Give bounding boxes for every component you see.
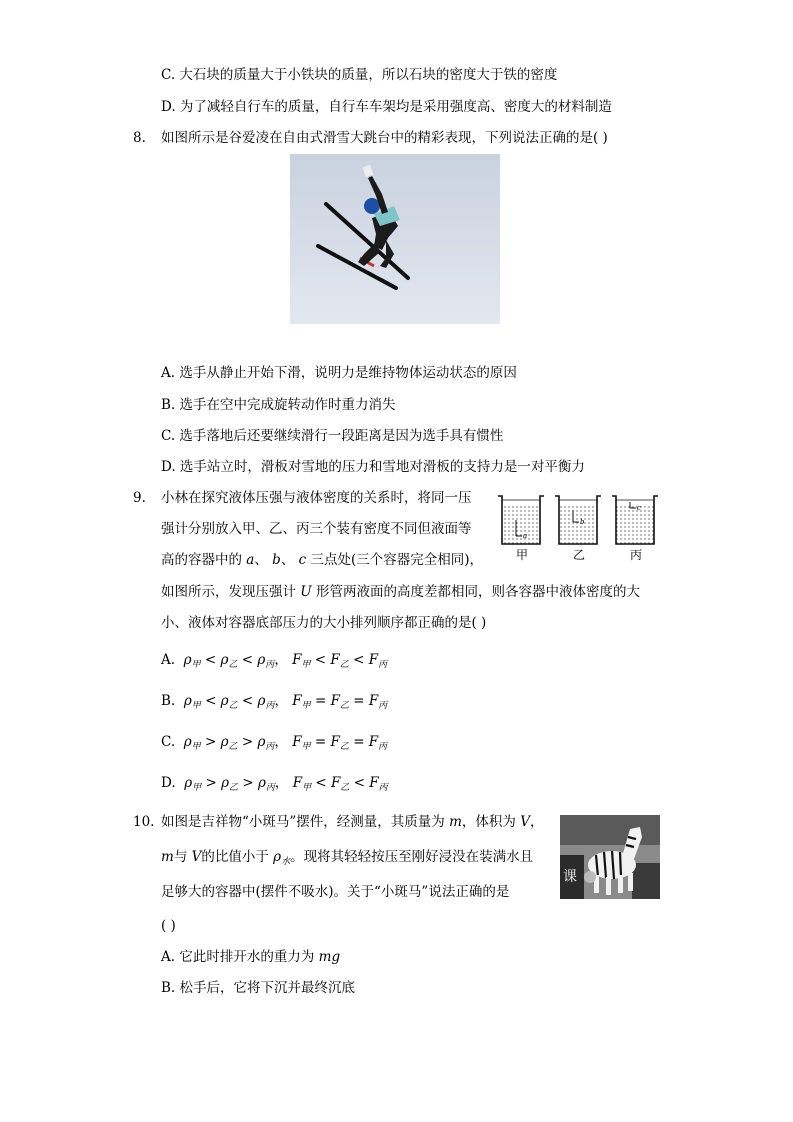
q8-option-c: C. 选手落地后还要继续滑行一段距离是因为选手具有惯性	[161, 428, 504, 444]
svg-text:课: 课	[563, 869, 577, 885]
q9-option-b: B. $\rho_甲 < \rho_乙 < \rho_丙$， $F_甲 = F_乙 = F_丙$	[161, 693, 388, 711]
svg-text:b: b	[580, 518, 585, 526]
q8-option-d: D. 选手站立时，滑板对雪地的压力和雪地对滑板的支持力是一对平衡力	[161, 459, 585, 475]
beaker-jia	[498, 496, 544, 544]
q7-option-d: D. 为了减轻自行车的质量，自行车车架均是采用强度高、密度大的材料制造	[161, 99, 612, 115]
q9-option-a: A. $\rho_甲 < \rho_乙 < \rho_丙$， $F_甲 < F_乙 < F_丙$	[161, 652, 388, 670]
q9-option-d: D. $\rho_甲 > \rho_乙 > \rho_丙$， $F_甲 < F_乙 < F_丙$	[161, 775, 388, 793]
q9-number: 9.	[133, 490, 146, 506]
q10-stem-line1: 如图是吉祥物“小斑马”摆件，经测量，其质量为 m，体积为 V，	[161, 814, 544, 830]
q9-stem-line2: 强计分别放入甲、乙、丙三个装有密度不同但液面等	[161, 521, 472, 537]
svg-text:a: a	[523, 532, 528, 540]
svg-text:c: c	[637, 504, 641, 512]
q10-option-b: B. 松手后，它将下沉并最终沉底	[161, 980, 356, 996]
q9-stem-line3: 高的容器中的 a、 b、 c 三点处(三个容器完全相同)，	[161, 552, 484, 568]
beaker-label-bing: 丙	[630, 548, 643, 562]
beaker-label-yi: 乙	[573, 548, 586, 562]
q10-stem-line4: ( )	[161, 918, 176, 934]
q7-option-c: C. 大石块的质量大于小铁块的质量，所以石块的密度大于铁的密度	[161, 67, 558, 83]
q8-number: 8.	[133, 130, 146, 146]
q10-stem-line2: m与 V的比值小于 $\rho_水$。现将其轻轻按压至刚好浸没在装满水且	[161, 849, 534, 867]
zebra-mascot-photo	[560, 815, 660, 899]
q10-option-a: A. 它此时排开水的重力为 mg	[161, 949, 341, 965]
beaker-yi	[555, 496, 601, 544]
q9-option-c: C. $\rho_甲 > \rho_乙 > \rho_丙$， $F_甲 = F_乙 = F_丙$	[161, 734, 388, 752]
q9-stem-line4: 如图所示，发现压强计 U 形管两液面的高度差都相同，则各容器中液体密度的大	[161, 584, 640, 600]
beaker-bing	[612, 496, 658, 544]
q9-stem-line5: 小、液体对容器底部压力的大小排列顺序都正确的是( )	[161, 615, 487, 631]
q8-option-a: A. 选手从静止开始下滑，说明力是维持物体运动状态的原因	[161, 365, 517, 381]
q8-stem: 如图所示是谷爱凌在自由式滑雪大跳台中的精彩表现，下列说法正确的是( )	[161, 130, 608, 146]
q10-stem-line3: 足够大的容器中(摆件不吸水)。关于“小斑马”说法正确的是	[161, 884, 510, 900]
q10-number: 10.	[133, 814, 155, 830]
beaker-label-jia: 甲	[516, 548, 529, 562]
q8-option-b: B. 选手在空中完成旋转动作时重力消失	[161, 397, 396, 413]
q9-stem-line1: 小林在探究液体压强与液体密度的关系时，将同一压	[161, 490, 472, 506]
skier-photo	[290, 154, 500, 324]
